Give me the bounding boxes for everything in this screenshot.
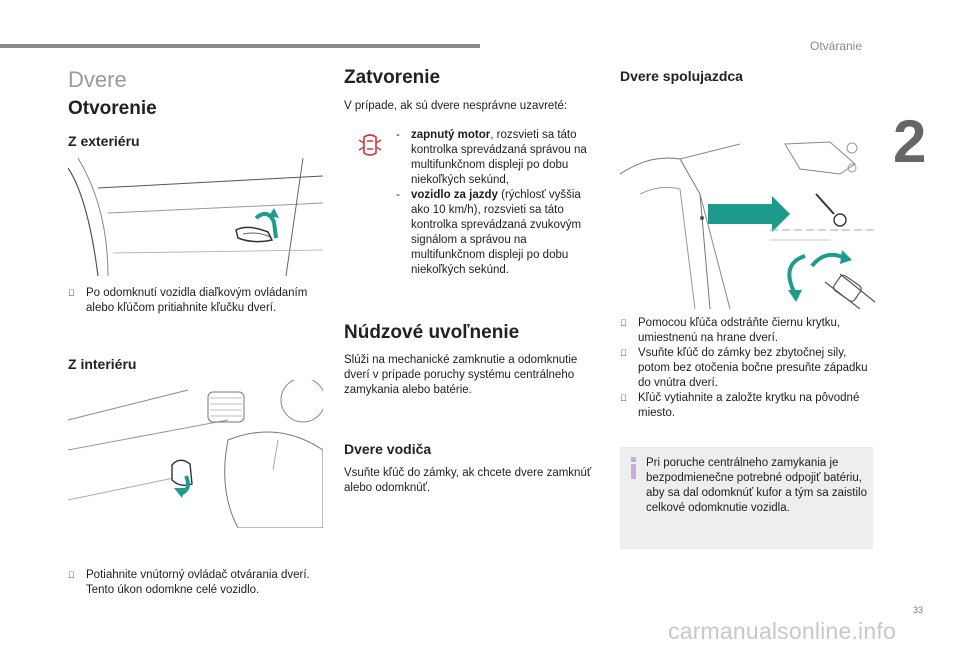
interior-handle-illustration [68,380,323,528]
heading-closing: Zatvorenie [344,67,441,88]
header-rule [0,44,480,48]
passenger-door-steps [620,316,873,421]
interior-instruction: Potiahnite vnútorný ovládač otvárania dverí. Tento úkon odomkne celé vozidlo. [68,568,323,598]
heading-interior: Z interiéru [68,356,137,372]
chapter-number: 2 [893,108,927,175]
bullet-icon [68,568,75,583]
closing-condition-engine: - zapnutý motor, rozsvieti sa táto kontrolka sprevádzaná správou na multifunkčnom displeji po dobu niekoľkých sekúnd, [396,129,587,186]
emergency-text: Slúži na mechanické zamknutie a odomknutie dverí v prípade poruchy systému centrálneho zamykania alebo batérie. [344,354,578,396]
passenger-door-lock-illustration [620,134,875,309]
closing-intro: V prípade, ak sú dvere nesprávne uzavreté: [344,100,568,112]
watermark: carmanualsonline.info [668,618,896,644]
heading-exterior: Z exteriéru [68,133,140,149]
bullet-icon [620,391,627,406]
note-text: Pri poruche centrálneho zamykania je bezpodmienečne potrebné odpojiť batériu, aby sa dal odomknúť kufor a tým sa zaistilo celkové odomknutie vozidla. [646,457,867,514]
driver-door-text: Vsuňte kľúč do zámky, ak chcete dvere zamknúť alebo odomknúť. [344,467,592,494]
info-icon [628,457,640,479]
page-number: 33 [912,605,923,615]
heading-passenger-door: Dvere spolujazdca [620,68,743,84]
closing-conditions [396,128,600,278]
section-title: Dvere [68,67,127,92]
door-open-warning-icon [356,131,384,159]
exterior-instruction: Po odomknutí vozidla diaľkovým ovládaním alebo kľúčom pritiahnite kľučku dverí. [68,286,323,316]
bullet-icon [620,316,627,331]
note-box [620,447,873,549]
heading-opening: Otvorenie [68,98,157,119]
bullet-icon [620,346,627,361]
heading-driver-door: Dvere vodiča [344,441,432,457]
closing-condition-driving: - vozidlo za jazdy (rýchlosť vyššia ako 10 km/h), rozsvieti sa táto kontrolka sprevádzaná zvukovým signálom a správou na multifunkčnom displeji po dobu niekoľkých sekúnd. [396,189,582,276]
heading-emergency: Núdzové uvoľnenie [344,322,520,343]
step-item: Kľúč vytiahnite a založte krytku na pôvodné miesto. [620,391,873,421]
step-item: Pomocou kľúča odstráňte čiernu krytku, umiestnenú na hrane dverí. [620,316,873,346]
exterior-handle-illustration [68,158,323,276]
bullet-icon [68,286,75,301]
chapter-name: Otváranie [810,39,863,53]
step-item: Vsuňte kľúč do zámky bez zbytočnej sily, potom bez otočenia bočne presuňte západku do vnútra dverí. [620,346,873,391]
